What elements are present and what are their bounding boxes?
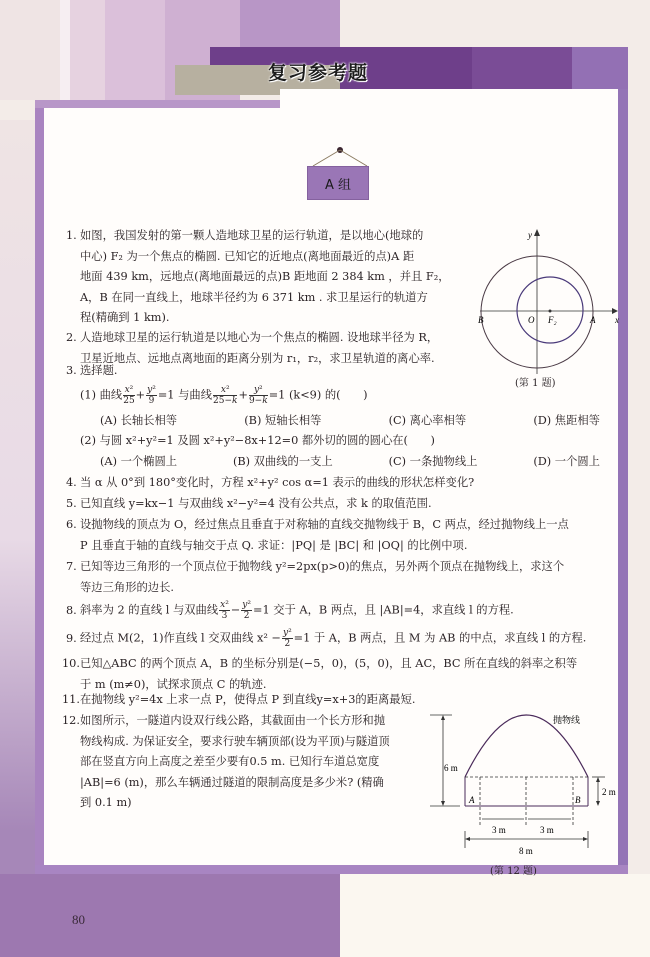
bg-stripe bbox=[60, 0, 70, 100]
footer-decoration bbox=[0, 874, 340, 957]
page-title: 复习参考题 bbox=[268, 62, 369, 84]
question-text: 到 0.1 m) bbox=[80, 796, 132, 809]
question-number: 1. bbox=[66, 229, 77, 242]
question-text: 已知△ABC 的两个顶点 A，B 的坐标分别是(−5，0)，(5，0)，且 AC，BC 所在直线的斜率之积等 bbox=[80, 657, 578, 670]
sign-string-icon bbox=[310, 146, 370, 168]
question-number: 8. bbox=[66, 603, 77, 617]
question-3-2-options bbox=[100, 452, 600, 473]
question-text: 经过点 M(2，1)作直线 l 交双曲线 x² − bbox=[80, 631, 281, 645]
question-text: |AB|=6 (m)，那么车辆通过隧道的限制高度是多少米? (精确 bbox=[80, 775, 384, 789]
question-text: 卫星近地点、远地点离地面的距离分别为 r₁，r₂，求卫星轨道的离心率. bbox=[80, 351, 435, 365]
svg-text:8 m: 8 m bbox=[519, 846, 533, 856]
figure-1-caption: (第 1 题) bbox=[515, 378, 556, 389]
figure-1-orbit-diagram bbox=[470, 226, 620, 396]
question-text: 程(精确到 1 km). bbox=[80, 311, 170, 324]
option-a: (A) 一个椭圆上 bbox=[100, 455, 178, 468]
svg-text:A: A bbox=[469, 795, 475, 805]
question-number: 5. bbox=[66, 497, 77, 510]
question-text: 与曲线 bbox=[178, 388, 212, 402]
question-text: A，B 在同一直线上，地球半径约为 6 371 km . 求卫星运行的轨道方 bbox=[80, 290, 428, 304]
question-number: 12. bbox=[62, 714, 80, 727]
question-3 bbox=[66, 361, 117, 382]
question-3-part-2 bbox=[80, 431, 435, 452]
frame-bottom bbox=[35, 865, 628, 874]
question-12 bbox=[62, 711, 390, 814]
header-underbar bbox=[35, 100, 280, 108]
option-b: (B) 短轴长相等 bbox=[244, 414, 322, 427]
question-text: 人造地球卫星的运行轨道是以地心为一个焦点的椭圆. 设地球半径为 R， bbox=[80, 331, 439, 344]
question-3-1-options bbox=[100, 411, 600, 432]
question-number: 6. bbox=[66, 518, 77, 531]
svg-text:O: O bbox=[528, 315, 535, 325]
figure-12-tunnel-diagram bbox=[425, 708, 620, 858]
question-5 bbox=[66, 494, 432, 515]
svg-text:2 m: 2 m bbox=[602, 787, 616, 797]
option-c: (C) 一条抛物线上 bbox=[388, 455, 478, 468]
question-3-part-1: (1) 曲线 $\frac{\text{x²}}{25}$ + $\frac{\text{y²}}{9}$ =1 与曲线 $\frac{\text{x²}}{25-k}$ + $\frac{\text{y²}}{9-k}$ =1 (k<9) 的( ) bbox=[80, 385, 368, 406]
question-text: 等边三角形的边长. bbox=[80, 580, 174, 594]
question-text: P 且垂直于轴的直线与轴交于点 Q. 求证：|PQ| 是 |BC| 和 |OQ| 的比例中项. bbox=[80, 538, 468, 552]
svg-text:3 m: 3 m bbox=[492, 825, 506, 835]
svg-text:B: B bbox=[575, 795, 581, 805]
question-text: 于 A，B 两点，且 M 为 AB 的中点，求直线 l 的方程. bbox=[313, 631, 587, 645]
option-c: (C) 离心率相等 bbox=[388, 414, 467, 427]
question-number: 2. bbox=[66, 331, 77, 344]
svg-text:3 m: 3 m bbox=[540, 825, 554, 835]
question-text: 交于 A，B 两点，且 |AB|=4，求直线 l 的方程. bbox=[273, 603, 514, 617]
page-number: 80 bbox=[72, 912, 85, 927]
option-b: (B) 双曲线的一支上 bbox=[232, 455, 333, 468]
question-number: 11. bbox=[62, 693, 80, 706]
group-label-sign bbox=[307, 166, 369, 200]
question-text: 选择题. bbox=[80, 364, 118, 377]
question-9: 9. 经过点 M(2，1)作直线 l 交双曲线 x² − $\frac{\text{y²}}{2}$ =1 于 A，B 两点，且 M 为 AB 的中点，求直线 l 的方程. bbox=[66, 628, 587, 649]
bg-stripe bbox=[240, 0, 340, 48]
question-4 bbox=[66, 473, 474, 494]
question-text: 在抛物线 y²=4x 上求一点 P，使得点 P 到直线y=x+3的距离最短. bbox=[80, 693, 416, 706]
question-number: 3. bbox=[66, 364, 77, 377]
question-text: 中心) F₂ 为一个焦点的椭圆. 已知它的近地点(离地面最近的点)A 距 bbox=[80, 249, 415, 263]
frame-left bbox=[35, 100, 44, 870]
subquestion-label: (2) bbox=[80, 434, 97, 447]
question-number: 9. bbox=[66, 631, 77, 645]
svg-text:A: A bbox=[590, 315, 596, 325]
question-text: 如图，我国发射的第一颗人造地球卫星的运行轨道，是以地心(地球的 bbox=[80, 229, 424, 242]
question-text: 斜率为 2 的直线 l 与双曲线 bbox=[80, 603, 219, 617]
paper-area bbox=[280, 89, 618, 108]
question-text: 设抛物线的顶点为 O，经过焦点且垂直于对称轴的直线交抛物线于 B，C 两点，经过抛物线上一点 bbox=[80, 518, 569, 531]
option-d: (D) 焦距相等 bbox=[533, 414, 600, 427]
header-bar-segment bbox=[472, 47, 572, 89]
svg-text:B: B bbox=[478, 315, 484, 325]
footer-blank bbox=[340, 874, 650, 957]
question-text: 已知等边三角形的一个顶点位于抛物线 y²=2px(p>0)的焦点，另外两个顶点在抛物线上，求这个 bbox=[80, 560, 565, 573]
axis-label-y: y bbox=[528, 230, 532, 240]
question-6 bbox=[66, 515, 569, 556]
question-1 bbox=[66, 226, 450, 329]
question-text: 于 m (m≠0)，试探求顶点 C 的轨迹. bbox=[80, 677, 267, 691]
svg-text:6 m: 6 m bbox=[444, 763, 458, 773]
svg-text:抛物线: 抛物线 bbox=[553, 716, 581, 726]
question-8: 8. 斜率为 2 的直线 l 与双曲线 $\frac{\text{x²}}{3}$ − $\frac{\text{y²}}{2}$ =1 交于 A，B 两点，且 |AB|=4，求直线 l 的方程. bbox=[66, 600, 514, 621]
question-text: 部在竖直方向上高度之差至少要有0.5 m. 已知行车道总宽度 bbox=[80, 755, 380, 768]
question-11 bbox=[62, 690, 416, 711]
option-d: (D) 一个圆上 bbox=[533, 455, 600, 468]
question-text: 曲线 bbox=[99, 388, 123, 402]
question-text: 地面 439 km，远地点(离地面最远的点)B 距地面 2 384 km ，并且 F₂， bbox=[80, 270, 450, 283]
question-text: 与圆 x²+y²=1 及圆 x²+y²−8x+12=0 都外切的圆的圆心在( ) bbox=[99, 434, 435, 447]
option-a: (A) 长轴长相等 bbox=[100, 414, 178, 427]
left-margin-decoration bbox=[0, 120, 35, 957]
bg-stripe bbox=[105, 0, 165, 100]
question-text: 如图所示，一隧道内设双行线公路，其截面由一个长方形和抛 bbox=[80, 714, 386, 727]
bg-stripe bbox=[0, 0, 60, 100]
question-10 bbox=[62, 654, 577, 695]
question-number: 4. bbox=[66, 476, 77, 489]
question-text: (k<9) 的( ) bbox=[288, 388, 368, 402]
question-number: 10. bbox=[62, 657, 80, 670]
group-label: A 组 bbox=[324, 177, 352, 193]
question-text: 当 α 从 0°到 180°变化时，方程 x²+y² cos α=1 表示的曲线的形状怎样变化? bbox=[80, 476, 475, 489]
figure-12-caption: (第 12 题) bbox=[490, 866, 537, 877]
question-number: 7. bbox=[66, 560, 77, 573]
header-bar-segment bbox=[572, 47, 628, 89]
question-2 bbox=[66, 328, 438, 369]
question-text: 物线构成. 为保证安全，要求行驶车辆顶部(设为平顶)与隧道顶 bbox=[80, 734, 390, 748]
question-text: 已知直线 y=kx−1 与双曲线 x²−y²=4 没有公共点，求 k 的取值范围. bbox=[80, 497, 432, 510]
svg-text:F₂: F₂ bbox=[548, 315, 557, 325]
question-7 bbox=[66, 557, 564, 598]
subquestion-label: (1) bbox=[80, 388, 97, 402]
bg-stripe bbox=[70, 0, 105, 100]
svg-text:x: x bbox=[615, 315, 619, 325]
